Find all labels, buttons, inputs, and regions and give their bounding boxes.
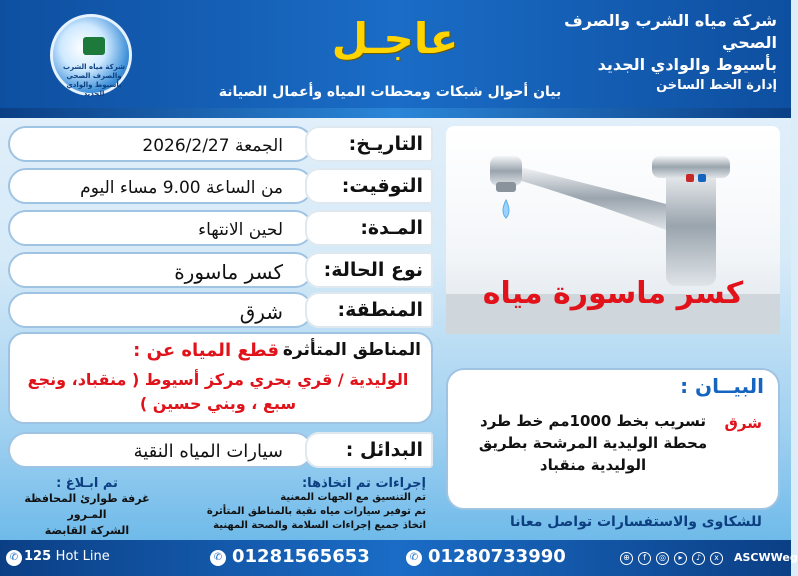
region-value: شرق	[8, 292, 313, 328]
duration-label: المـدة:	[305, 210, 433, 246]
phone-number-1: 01281565653	[232, 546, 370, 567]
row-date	[8, 126, 433, 162]
phone-icon: ✆	[406, 550, 422, 566]
statement-region: شرق	[724, 414, 762, 432]
faucet-photo	[446, 126, 780, 334]
status-label: نوع الحالة:	[305, 252, 433, 288]
row-status	[8, 252, 433, 288]
time-label: التوقيت:	[305, 168, 433, 204]
whatsapp-icon: ✆	[6, 550, 22, 566]
row-alternatives	[8, 432, 433, 468]
measures-list	[176, 476, 426, 533]
department-name: إدارة الخط الساخن	[656, 78, 777, 93]
measure-item: تم التنسيق مع الجهات المعنية	[280, 492, 426, 503]
statement-label: البيــان :	[680, 374, 764, 398]
x-icon: x	[710, 552, 723, 565]
date-label: التاريـخ:	[305, 126, 433, 162]
row-region	[8, 292, 433, 328]
time-value: من الساعة 9.00 مساء اليوم	[8, 168, 313, 204]
logo-text: شركة مياه الشرب والصرف الصحي بأسيوط والوادي الجديد	[63, 63, 125, 98]
photo-caption: كسر ماسورة مياه	[482, 276, 744, 311]
duration-value: لحين الانتهاء	[8, 210, 313, 246]
hotline-label: Hot Line	[55, 549, 110, 564]
urgent-title: عاجـل	[331, 14, 459, 63]
measure-item: تم توفير سيارات مياه نقية بالمناطق المتأثرة	[206, 506, 426, 517]
header-divider	[0, 108, 791, 118]
footer-bar	[0, 540, 798, 576]
informed-title: تم ابـلاغ :	[56, 476, 118, 491]
youtube-icon: ▸	[674, 552, 687, 565]
informed-item: المـرور	[67, 508, 107, 521]
instagram-icon: ◎	[656, 552, 669, 565]
statement-box	[446, 368, 780, 510]
company-name-line2: بأسيوط والوادي الجديد	[597, 55, 777, 74]
measure-item: اتخاذ جميع إجراءات السلامة والصحة المهنية	[213, 520, 426, 531]
affected-areas-body: الوليدية / قري بحري مركز أسيوط ( منقباد، ونجع سبع ، وبني حسين )	[27, 370, 409, 413]
phone-number-2: 01280733990	[428, 546, 566, 567]
hotline	[24, 549, 110, 564]
facebook-icon: f	[638, 552, 651, 565]
company-name	[507, 10, 777, 76]
tiktok-icon: ♪	[692, 552, 705, 565]
contact-line: للشكاوى والاستفسارات تواصل معانا	[510, 514, 762, 530]
logo-emblem-icon	[83, 37, 105, 55]
affected-areas-box	[8, 332, 433, 424]
alternatives-label: البدائل :	[305, 432, 433, 468]
web-icon: ⊕	[620, 552, 633, 565]
informed-item: الشركة القابضة	[44, 524, 130, 537]
alternatives-value: سيارات المياه النقية	[8, 432, 313, 468]
date-value: الجمعة 2026/2/27	[8, 126, 313, 162]
company-name-line1: شركة مياه الشرب والصرف الصحي	[564, 11, 777, 52]
affected-areas-headline: قطع المياه عن :	[133, 340, 279, 361]
statement-text: تسريب بخط 1000مم خط طرد محطة الوليدية المرشحة بطريق الوليدية منقباد	[478, 412, 708, 474]
company-logo	[50, 14, 132, 96]
informed-list	[12, 476, 162, 539]
hotline-number: 125	[24, 549, 52, 564]
row-duration	[8, 210, 433, 246]
bulletin-subtitle: بيان أحوال شبكات ومحطات المياه وأعمال الصيانة	[218, 84, 562, 100]
informed-item: غرفة طوارئ المحافظة	[24, 492, 150, 505]
status-value: كسر ماسورة	[8, 252, 313, 288]
header-bar	[0, 0, 791, 112]
social-handle: ASCWWeg	[734, 551, 798, 564]
row-time	[8, 168, 433, 204]
region-label: المنطقة:	[305, 292, 433, 328]
measures-title: إجراءات تم اتخاذها:	[301, 476, 426, 491]
phone-icon: ✆	[210, 550, 226, 566]
affected-areas-label: المناطق المتأثرة	[282, 340, 421, 360]
